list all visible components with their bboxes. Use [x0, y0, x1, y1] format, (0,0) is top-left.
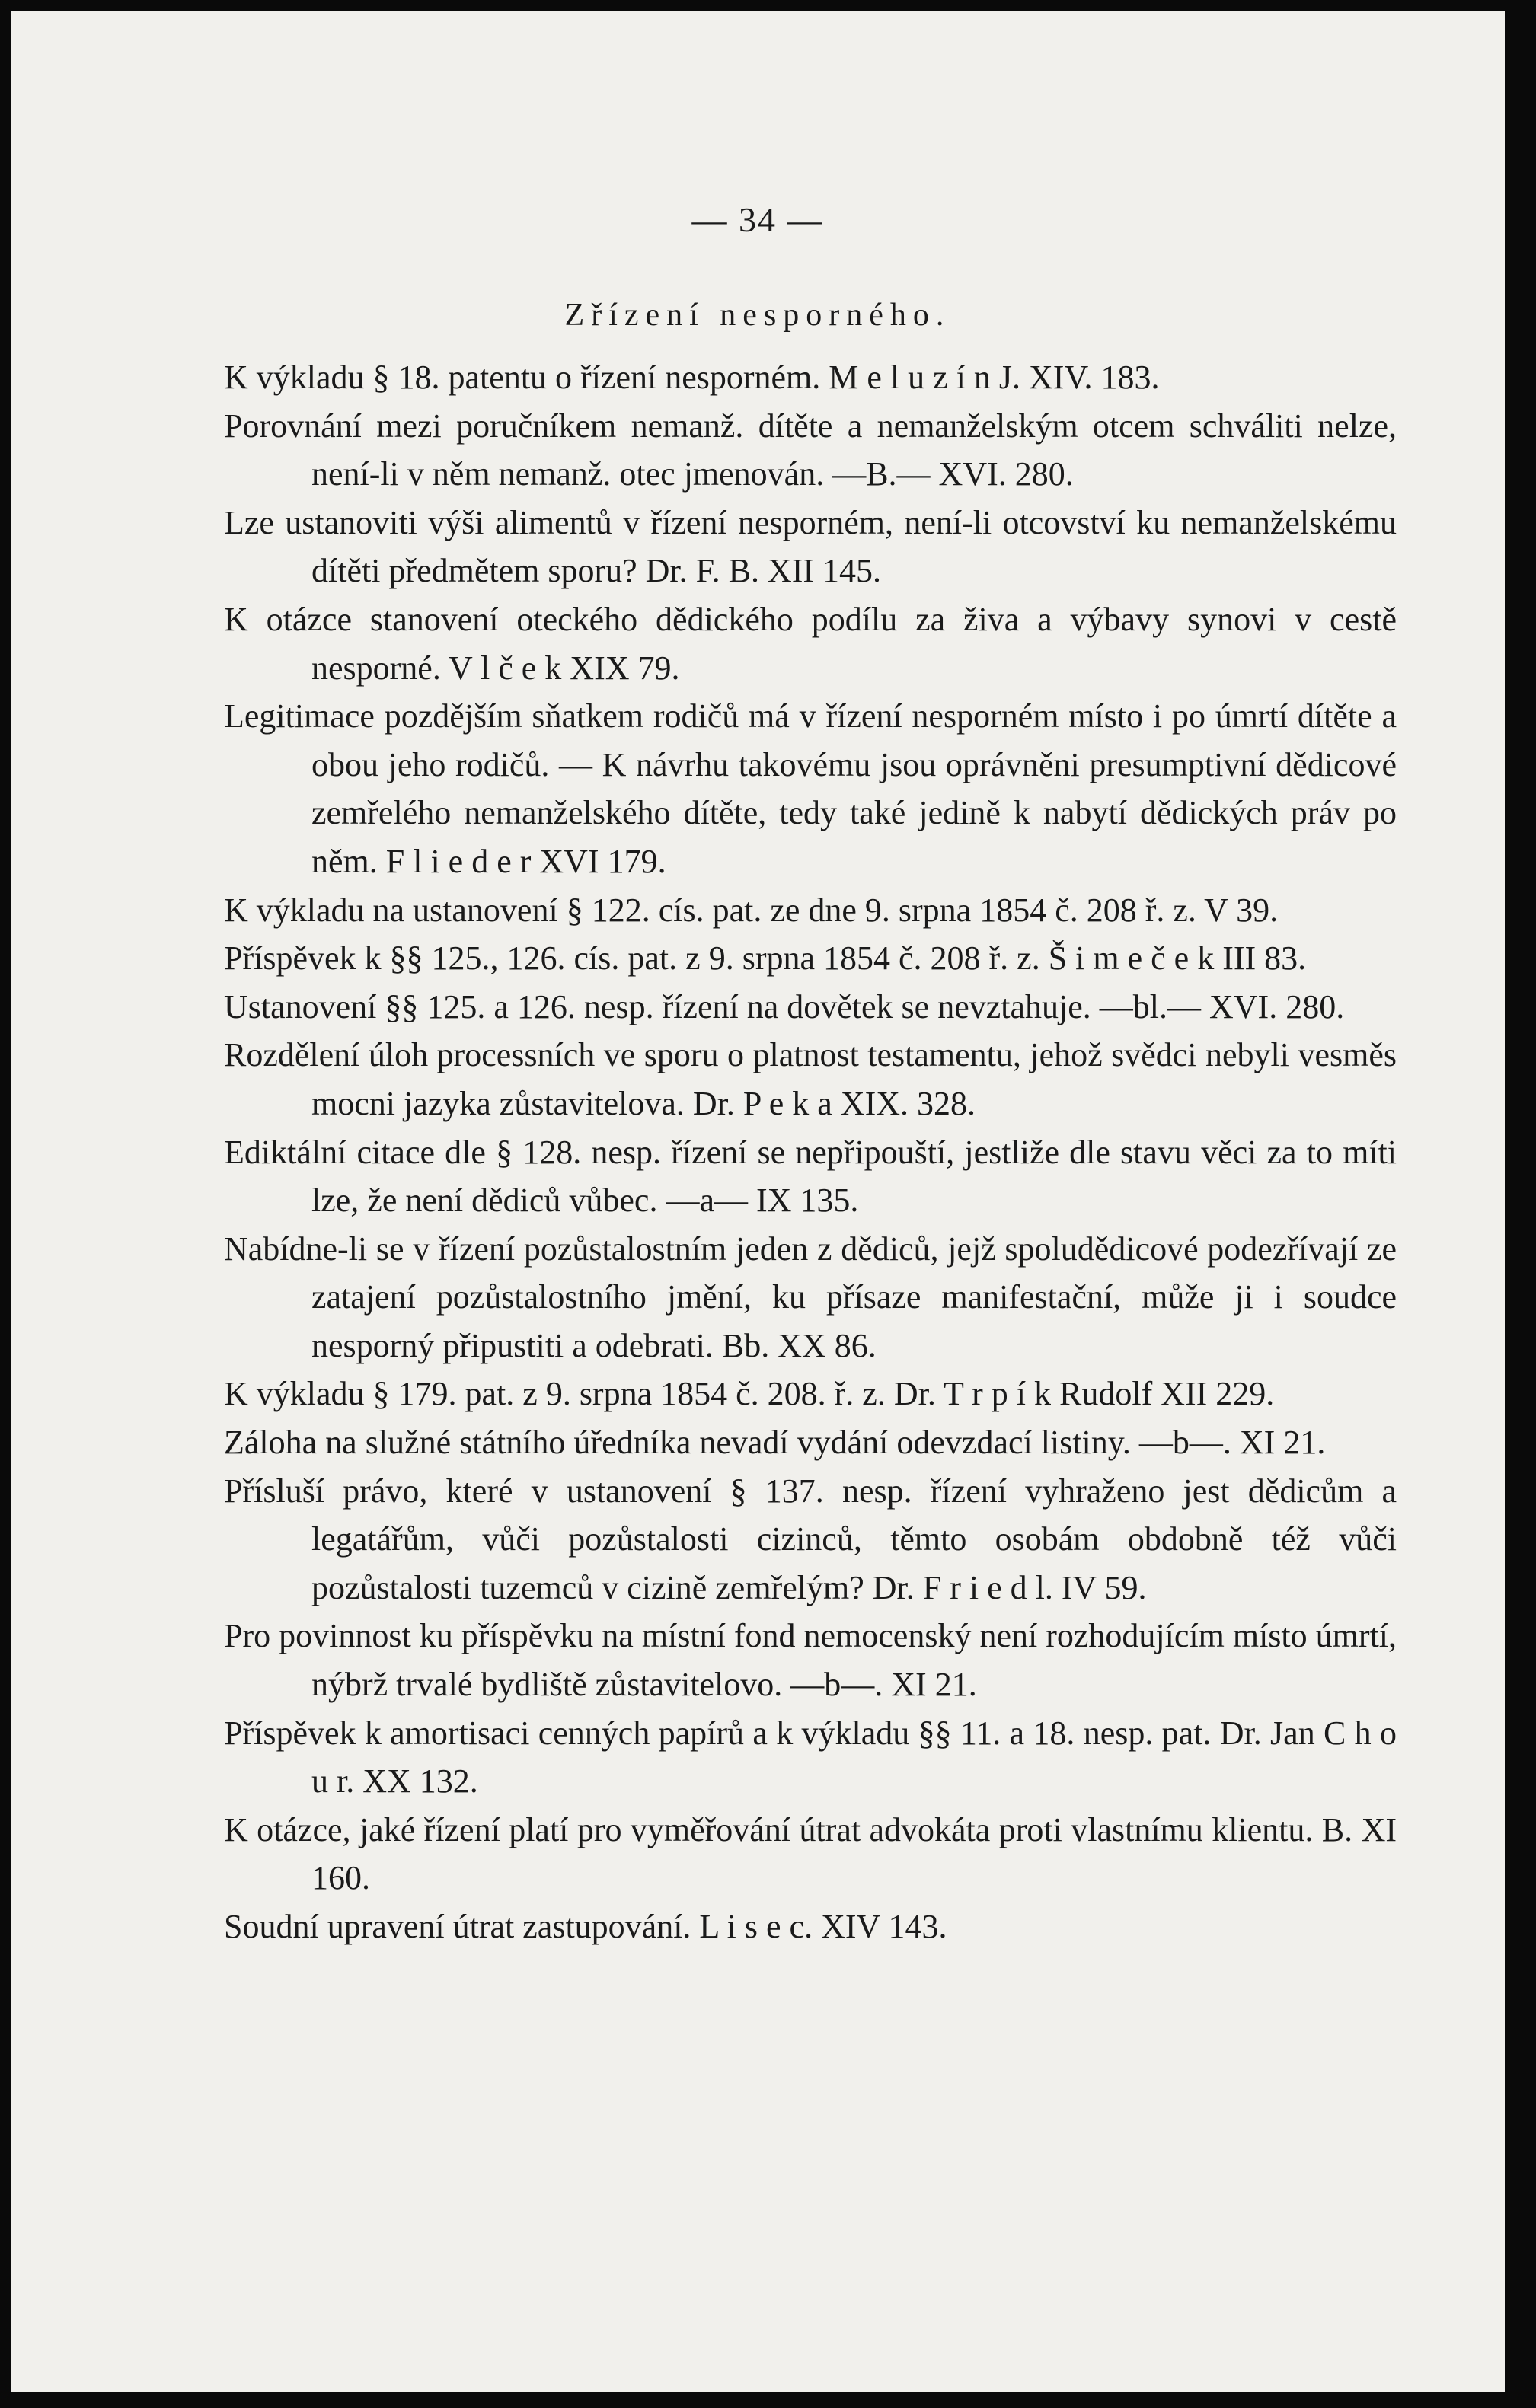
bibliography-entry: [224, 886, 1397, 935]
entry-text: Porovnání mezi poručníkem nemanž. dítěte a nemanželským otcem schváliti nelze, není-li v něm nemanž. otec jmenován. —B.— XVI. 280.: [224, 407, 1397, 493]
bibliography-entry: [224, 1225, 1397, 1370]
bibliography-entry: [224, 1370, 1397, 1418]
entry-text: Legitimace pozdějším sňatkem rodičů má v řízení nesporném místo i po úmrtí dítěte a obou jeho rodičů. — K návrhu takovému jsou oprávněni presumptivní dědicové zemřelého nemanželského dítěte, tedy také jedině k nabytí dědických práv po něm. F l i e d e r XVI 179.: [224, 697, 1397, 880]
entry-text: Ustanovení §§ 125. a 126. nesp. řízení na dovětek se nevztahuje. —bl.— XVI. 280.: [224, 987, 1345, 1025]
entry-text: K otázce stanovení oteckého dědického podílu za živa a výbavy synovi v cestě nesporné. V l č e k XIX 79.: [224, 600, 1397, 687]
section-title: Zřízení nesporného.: [564, 298, 951, 333]
entry-text: Nabídne-li se v řízení pozůstalostním jeden z dědiců, jejž spoludědicové podezřívají ze zatajení pozůstalostního jmění, ku přísaze manifestační, může ji i soudce nesporný připustiti a odebrati. Bb. XX 86.: [224, 1230, 1397, 1364]
entry-text: K výkladu § 179. pat. z 9. srpna 1854 č. 208. ř. z. Dr. T r p í k Rudolf XII 229.: [224, 1375, 1275, 1413]
bibliography-entry: [224, 353, 1397, 402]
page-number: — 34 —: [691, 200, 824, 239]
bibliography-entry: [224, 1128, 1397, 1225]
book-page: [11, 11, 1505, 2392]
entry-text: Lze ustanoviti výši alimentů v řízení nesporném, není-li otcovství ku nemanželskému dítěti předmětem sporu? Dr. F. B. XII 145.: [224, 503, 1397, 590]
entry-text: Pro povinnost ku příspěvku na místní fond nemocenský není rozhodujícím místo úmrtí, nýbrž trvalé bydliště zůstavitelovo. —b—. XI 21.: [224, 1617, 1397, 1704]
entry-text: Soudní upravení útrat zastupování. L i s e c. XIV 143.: [224, 1908, 947, 1945]
entry-text: Rozdělení úloh processních ve sporu o platnost testamentu, jehož svědci nebyli vesměs mocni jazyka zůstavitelova. Dr. P e k a XIX. 328.: [224, 1036, 1397, 1122]
bibliography-entry: [224, 1709, 1397, 1806]
bibliography-entry: [224, 595, 1397, 692]
entry-text: K otázce, jaké řízení platí pro vyměřování útrat advokáta proti vlastnímu klientu. B. XI 160.: [224, 1810, 1397, 1897]
entry-text: Ediktální citace dle § 128. nesp. řízení se nepřipouští, jestliže dle stavu věci za to míti lze, že není dědiců vůbec. —a— IX 135.: [224, 1133, 1397, 1220]
bibliography-entry: [224, 1806, 1397, 1902]
entry-text: Záloha na služné státního úředníka nevadí vydání odevzdací listiny. —b—. XI 21.: [224, 1424, 1326, 1462]
entry-text: Příspěvek k amortisaci cenných papírů a k výkladu §§ 11. a 18. nesp. pat. Dr. Jan C h o u r. XX 132.: [224, 1714, 1397, 1800]
bibliography-entry: [224, 1031, 1397, 1127]
bibliography-entry: [224, 692, 1397, 885]
bibliography-entry: [224, 1467, 1397, 1612]
entry-text: K výkladu § 18. patentu o řízení nesporném. M e l u z í n J. XIV. 183.: [224, 359, 1160, 396]
entry-text: Přísluší právo, které v ustanovení § 137. nesp. řízení vyhraženo jest dědicům a legatářům, vůči pozůstalosti cizinců, těmto osobám obdobně též vůči pozůstalosti tuzemců v cizině zemřelým? Dr. F r i e d l. IV 59.: [224, 1472, 1397, 1606]
bibliography-list: [224, 353, 1397, 1951]
bibliography-entry: [224, 1418, 1397, 1467]
bibliography-entry: [224, 402, 1397, 499]
bibliography-entry: [224, 1612, 1397, 1708]
entry-text: Příspěvek k §§ 125., 126. cís. pat. z 9. srpna 1854 č. 208 ř. z. Š i m e č e k III 83.: [224, 939, 1307, 978]
bibliography-entry: [224, 934, 1397, 983]
entry-text: K výkladu na ustanovení § 122. cís. pat. ze dne 9. srpna 1854 č. 208 ř. z. V 39.: [224, 891, 1279, 929]
bibliography-entry: [224, 499, 1397, 595]
bibliography-entry: [224, 983, 1397, 1032]
bibliography-entry: [224, 1902, 1397, 1951]
